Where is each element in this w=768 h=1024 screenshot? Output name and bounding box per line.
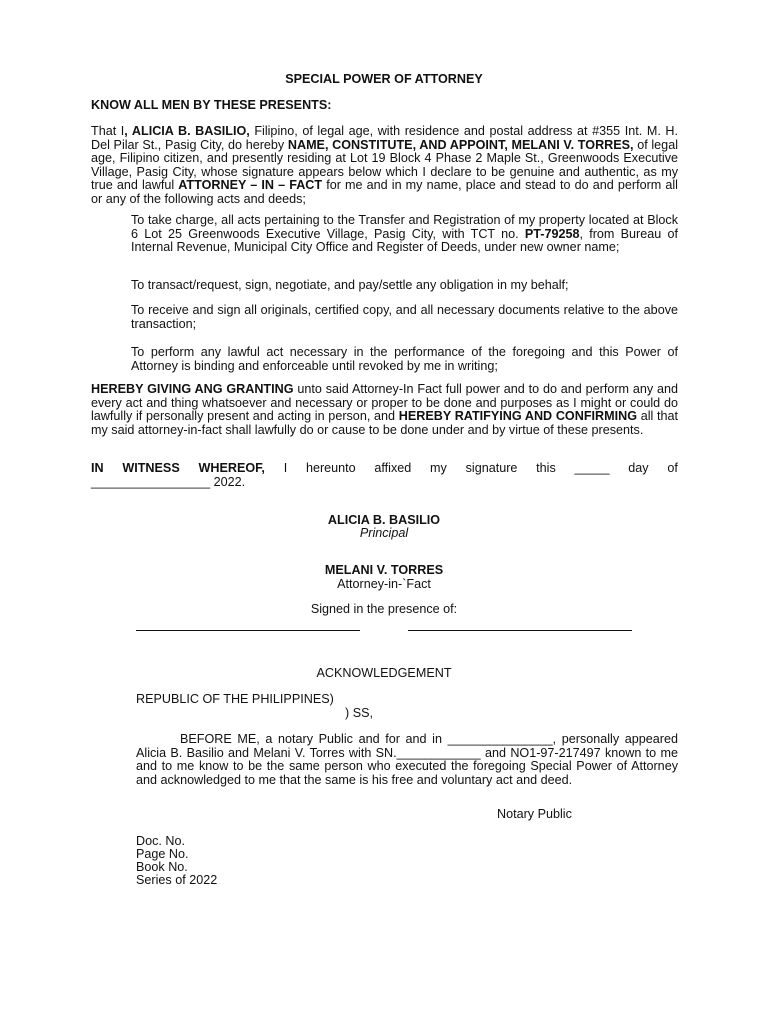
book-no-label: Book No. <box>136 860 188 874</box>
witness-word: day <box>628 461 649 475</box>
document-title: SPECIAL POWER OF ATTORNEY <box>285 72 483 86</box>
act-1-text-2: , from Bureau of Internal Revenue, Municipal City Office and Register of Deeds, under new owner name; <box>131 226 679 255</box>
act-item-perform: To perform any lawful act necessary in the performance of the foregoing and this Power of Attorney is binding and enforceable until revoked by me in writing; <box>131 345 678 373</box>
witness-word: WHEREOF, <box>198 461 265 475</box>
know-all-heading: KNOW ALL MEN BY THESE PRESENTS: <box>91 98 332 112</box>
attorney-name-signature: MELANI V. TORRES <box>324 563 444 577</box>
witness-word: I <box>283 461 288 475</box>
acknowledgement-heading: ACKNOWLEDGEMENT <box>316 666 452 680</box>
witness-line-2: _________________ 2022. <box>91 474 246 489</box>
presence-label: Signed in the presence of: <box>310 602 458 616</box>
attorney-in-fact-label: ATTORNEY – IN – FACT <box>178 178 323 193</box>
acknowledgement-text: BEFORE ME, a notary Public and for and in _______________, personally appeared Alicia B. Basilio and Melani V. Torres with SN.____________ and NO1-97-217497 known to me and to me know to be the same person who executed the foregoing Special Power of Attorney and acknowledged to me that the same is his free and voluntary act and deed. <box>136 732 678 787</box>
tct-number: PT-79258 <box>524 226 580 241</box>
witness-word: this <box>536 461 556 475</box>
notary-public-label: Notary Public <box>497 807 572 821</box>
act-item-transact: To transact/request, sign, negotiate, and pay/settle any obligation in my behalf; <box>131 278 569 292</box>
witness-signature-line <box>408 630 632 631</box>
act-item-transfer <box>131 214 678 255</box>
witness-paragraph <box>91 462 678 489</box>
hereby-text-2: all that my said attorney-in-fact shall lawfully do or cause to be done under and by virtue of these presents. <box>91 409 679 437</box>
intro-text-1: That I <box>91 124 125 138</box>
attorney-role: Attorney-in-`Fact <box>337 577 431 591</box>
principal-name: , ALICIA B. BASILIO, <box>124 124 250 138</box>
ratifying-clause: HEREBY RATIFYING AND CONFIRMING <box>398 409 637 424</box>
witness-word: signature <box>465 461 518 475</box>
doc-no-label: Doc. No. <box>136 834 185 848</box>
hereby-paragraph <box>91 383 678 437</box>
witness-word: affixed <box>374 461 412 475</box>
witness-word: my <box>430 461 447 475</box>
ss-line: ) SS, <box>345 706 373 720</box>
witness-signature-line <box>136 630 360 631</box>
intro-text-4: for me and in my name, place and stead to do and perform all or any of the following acts and deeds; <box>91 178 678 206</box>
witness-word: hereunto <box>305 461 356 475</box>
acknowledgement-body <box>136 733 678 787</box>
witness-word: of <box>667 461 678 475</box>
act-item-receive: To receive and sign all originals, certified copy, and all necessary documents relative to the above transaction; <box>131 303 678 331</box>
witness-word: WITNESS <box>122 461 180 475</box>
intro-text-3: of legal age, Filipino citizen, and presently residing at Lot 19 Block 4 Phase 2 Maple St., Greenwoods Executive Village, Pasig City, whose signature appears below which I declare to be genuine and authentic, as my true and lawful <box>91 137 678 193</box>
witness-word: IN <box>91 461 104 475</box>
intro-text-2: Filipino, of legal age, with residence and postal address at #355 Int. M. H. Del Pilar St., Pasig City, do hereby <box>91 124 678 152</box>
hereby-text-1: unto said Attorney-In Fact full power and to do and perform any and every act and thing whatsoever and necessary or proper to be done and purposes as I might or could do lawfully if personally present and acting in person, and <box>91 382 678 424</box>
series-label: Series of 2022 <box>136 873 218 887</box>
witness-line-1 <box>91 462 678 476</box>
principal-name-signature: ALICIA B. BASILIO <box>327 513 441 527</box>
intro-paragraph <box>91 125 678 207</box>
granting-clause: HEREBY GIVING ANG GRANTING <box>91 382 294 396</box>
republic-line: REPUBLIC OF THE PHILIPPINES) <box>136 692 334 706</box>
day-blank: _____ <box>574 461 610 475</box>
act-1-text-1: To take charge, all acts pertaining to the Transfer and Registration of my property located at Block 6 Lot 25 Greenwoods Executive Village, Pasig City, with TCT no. <box>131 213 678 241</box>
page-no-label: Page No. <box>136 847 189 861</box>
principal-role: Principal <box>359 526 409 540</box>
appointment-clause: NAME, CONSTITUTE, AND APPOINT, MELANI V. TORRES, <box>287 137 634 152</box>
